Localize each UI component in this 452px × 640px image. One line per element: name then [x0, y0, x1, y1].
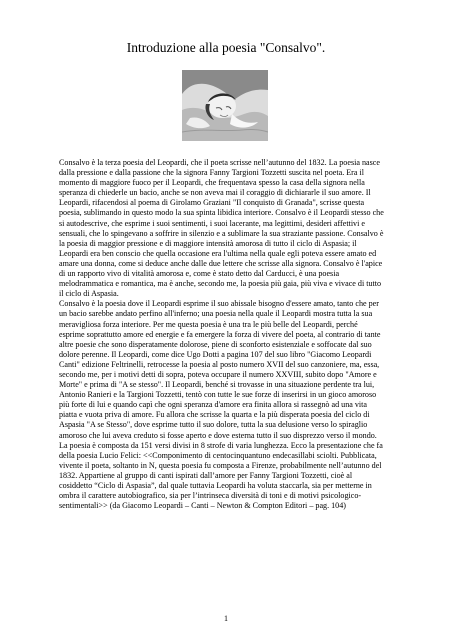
- text-line: Canti" edizione Feltrinelli, retrocesse la poesia al posto numero XVII del suo canzoniere, ma, essa,: [59, 359, 380, 369]
- text-line: Leopardi, rifacendosi al poema di Girolamo Graziani "Il conquisto di Granada", scrisse questa: [59, 198, 365, 208]
- text-line: di un rapporto vivo di vitalità amorosa e, come è stato detto dal Carducci, è una poesia: [59, 269, 340, 279]
- text-line: poesia, sublimando in questo modo la sua spinta libidica interiore. Consalvo è il Leopardi stesso che: [59, 208, 384, 218]
- text-line: Leopardi era ben conscio che quella occasione era l'ultima nella quale egli poteva essere amato ed: [59, 248, 377, 258]
- text-line: ombra il carattere autobiografico, sia per l’intrinseca diversità di toni e di motivi psicologico-: [59, 491, 362, 501]
- text-line: un bacio sarebbe andato perfino all'inferno; una poesia nella quale il Leopardi mostra tutta la sua: [59, 309, 373, 319]
- text-line: Consalvo è la poesia dove il Leopardi esprime il suo abissale bisogno d'essere amato, tanto che per: [59, 299, 379, 309]
- text-line: Morte" e prima di "A se stesso". Il Leopardi, benché si trovasse in una situazione perdente tra lui,: [59, 380, 375, 390]
- text-line: dolore perenne. Il Leopardi, come dice Ugo Dotti a pagina 107 del suo libro "Giacomo Leopardi: [59, 349, 372, 359]
- text-line: 1832. Appartiene al gruppo di canti ispirati dall’amore per Fanny Targioni Tozzetti, cioè al: [59, 470, 353, 480]
- text-line: più forte di lui e quando capì che ogni speranza d'amore era finita allora si rassegnò ad una vita: [59, 400, 368, 410]
- text-line: si autodescrive, che esprime i suoi sentimenti, i suoi lacerante, ma legittimi, desideri affettivi e: [59, 218, 365, 228]
- text-line: dalla pressione e dalla passione che la signora Fanny Targioni Tozzetti suscita nel poeta. Era il: [59, 168, 364, 178]
- text-line: vivente il poeta, soltanto in N, questa poesia fu composta a Firenze, probabilmente nell’autunno del: [59, 460, 382, 470]
- text-line: piatta e vuota priva di amore. Fu allora che scrisse la quarta e la più disperata poesia del ciclo di: [59, 410, 370, 420]
- text-line: della poesia Lucio Felici: <<Componimento di centocinquantuno endecasillabi sciolti. Pubblicata,: [59, 450, 377, 460]
- text-line: Consalvo è la terza poesia del Leopardi, che il poeta scrisse nell’autunno del 1832. La poesia nasce: [59, 158, 380, 167]
- text-line: sentimentali>> (da Giacomo Leopardi – Canti – Newton & Compton Editori – pag. 104): [59, 501, 346, 511]
- text-line: momento di maggiore fuoco per il Leopardi, che frequentava spesso la casa della signora nella: [59, 178, 365, 188]
- text-line: il ciclo di Aspasia.: [59, 289, 119, 299]
- text-line: speranza di chiederle un bacio, anche se non aveva mai il coraggio di dichiararle il suo amore. Il: [59, 188, 371, 198]
- body-text: [59, 158, 399, 511]
- page-number: 1: [224, 614, 228, 623]
- text-line: esprime soprattutto amore ed energie e fa emergere la forza di vivere del poeta, al contrario di tante: [59, 329, 381, 339]
- leopardi-deathbed-portrait: [182, 70, 268, 141]
- text-line: altre poesie che sono disperatamente dolorose, piene di sconforto esistenziale e soffocate dal suo: [59, 339, 372, 349]
- text-line: amare una donna, come si deduce anche dalle due lettere che scrisse alla signora. Consalvo è l'apice: [59, 258, 383, 268]
- text-line: La poesia è composta da 151 versi divisi in 8 strofe di varia lunghezza. Ecco la presentazione che fa: [59, 440, 383, 450]
- text-line: amoroso che lui aveva creduto si fosse aperto e dove esterna tutto il suo disprezzo verso il mondo.: [59, 430, 377, 440]
- text-line: secondo me, per i motivi detti di sopra, poteva occupare il numero XXVIII, subito dopo "Amore e: [59, 369, 377, 379]
- text-line: Aspasia "A se Stesso", dove esprime tutto il suo dolore, tutta la sua delusione verso lo spiraglio: [59, 420, 368, 430]
- portrait-drawing: [182, 70, 268, 141]
- text-line: cosiddetto “Ciclo di Aspasia”, dal quale tuttavia Leopardi ha voluta staccarla, sia per metterne in: [59, 481, 372, 490]
- text-line: Antonio Ranieri e la Targioni Tozzetti, tentò con tutte le sue forze di inserirsi in un gioco amoroso: [59, 390, 377, 400]
- text-line: sensuali, che lo spingevano a soffrire in silenzio e a sublimare la sua straziante passione. Consalvo è: [59, 228, 384, 238]
- text-line: la poesia di maggior pressione e di maggiore intensità amorosa di tutto il ciclo di Aspasia; il: [59, 238, 357, 248]
- text-line: melodrammatica e romantica, ma è anche, secondo me, la poesia più gaia, più viva e vivace di tutto: [59, 279, 382, 289]
- page-title: Introduzione alla poesia "Consalvo".: [126, 40, 326, 55]
- text-line: meravigliosa forza interiore. Per me questa poesia è una tra le più belle del Leopardi, perché: [59, 319, 358, 329]
